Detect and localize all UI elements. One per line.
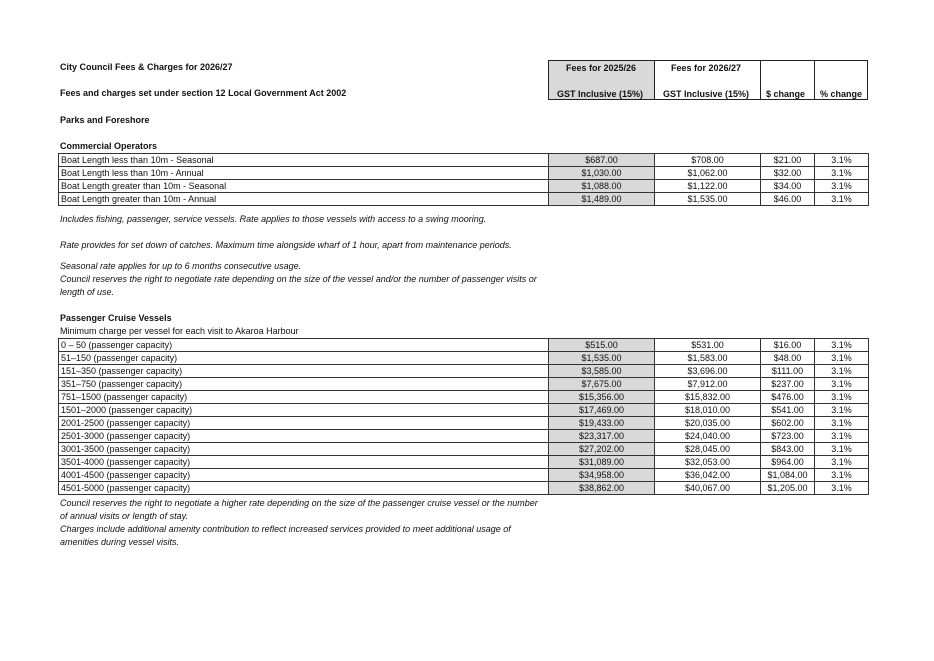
- fee-pct-change: 3.1%: [815, 180, 869, 193]
- fee-change: $34.00: [761, 180, 815, 193]
- fee-pct-change: 3.1%: [815, 154, 869, 167]
- table-row: [59, 391, 869, 404]
- fee-description: 1501–2000 (passenger capacity): [59, 404, 549, 417]
- fee-pct-change: 3.1%: [815, 404, 869, 417]
- fee-2026-27: $1,062.00: [655, 167, 761, 180]
- fee-description: Boat Length greater than 10m - Annual: [59, 193, 549, 206]
- fee-2025-26: $19,433.00: [549, 417, 655, 430]
- fee-change: $964.00: [761, 456, 815, 469]
- table-row: [59, 167, 869, 180]
- fee-change: $21.00: [761, 154, 815, 167]
- commercial-note-4: Council reserves the right to negotiate rate depending on the size of the vessel and/or the number of passenger visits or: [60, 274, 537, 284]
- fee-2025-26: $3,585.00: [549, 365, 655, 378]
- fee-change: $48.00: [761, 352, 815, 365]
- fee-2025-26: $34,958.00: [549, 469, 655, 482]
- fee-2025-26: $15,356.00: [549, 391, 655, 404]
- fee-description: Boat Length less than 10m - Annual: [59, 167, 549, 180]
- cruise-subtitle: Minimum charge per vessel for each visit to Akaroa Harbour: [60, 326, 299, 336]
- fee-pct-change: 3.1%: [815, 365, 869, 378]
- fee-pct-change: 3.1%: [815, 193, 869, 206]
- fee-change: $237.00: [761, 378, 815, 391]
- fee-2025-26: $17,469.00: [549, 404, 655, 417]
- header-col-change: $ change: [766, 89, 806, 99]
- header-col-pct: % change: [820, 89, 863, 99]
- cruise-title: Passenger Cruise Vessels: [60, 313, 172, 323]
- fee-2025-26: $38,862.00: [549, 482, 655, 495]
- fee-2026-27: $36,042.00: [655, 469, 761, 482]
- fee-2026-27: $531.00: [655, 339, 761, 352]
- fee-description: 4501-5000 (passenger capacity): [59, 482, 549, 495]
- fee-pct-change: 3.1%: [815, 339, 869, 352]
- fee-description: Boat Length greater than 10m - Seasonal: [59, 180, 549, 193]
- fee-2026-27: $18,010.00: [655, 404, 761, 417]
- fee-change: $16.00: [761, 339, 815, 352]
- fee-description: 0 – 50 (passenger capacity): [59, 339, 549, 352]
- header-col-old-bottom: GST Inclusive (15%): [557, 89, 644, 99]
- fee-2026-27: $24,040.00: [655, 430, 761, 443]
- header-col-new-top: Fees for 2026/27: [671, 63, 742, 73]
- commercial-note-5: length of use.: [60, 287, 115, 297]
- commercial-note-1: Includes fishing, passenger, service vessels. Rate applies to those vessels with access to a swing mooring.: [60, 214, 487, 224]
- table-row: [59, 443, 869, 456]
- header-col-old-top: Fees for 2025/26: [566, 63, 637, 73]
- fee-2025-26: $687.00: [549, 154, 655, 167]
- fee-2025-26: $23,317.00: [549, 430, 655, 443]
- fee-change: $32.00: [761, 167, 815, 180]
- fee-change: $476.00: [761, 391, 815, 404]
- fee-change: $541.00: [761, 404, 815, 417]
- fee-change: $843.00: [761, 443, 815, 456]
- table-row: [59, 180, 869, 193]
- table-row: [59, 193, 869, 206]
- fee-pct-change: 3.1%: [815, 391, 869, 404]
- cruise-table: [58, 338, 869, 495]
- commercial-note-3: Seasonal rate applies for up to 6 months consecutive usage.: [60, 261, 302, 271]
- fee-2026-27: $3,696.00: [655, 365, 761, 378]
- fee-2026-27: $32,053.00: [655, 456, 761, 469]
- fee-pct-change: 3.1%: [815, 167, 869, 180]
- page-title: City Council Fees & Charges for 2026/27: [60, 62, 233, 72]
- fee-description: 151–350 (passenger capacity): [59, 365, 549, 378]
- fee-change: $723.00: [761, 430, 815, 443]
- fee-2026-27: $1,122.00: [655, 180, 761, 193]
- fee-2026-27: $28,045.00: [655, 443, 761, 456]
- table-row: [59, 456, 869, 469]
- fee-2025-26: $7,675.00: [549, 378, 655, 391]
- fee-2026-27: $1,535.00: [655, 193, 761, 206]
- fee-change: $602.00: [761, 417, 815, 430]
- cruise-note-3: Charges include additional amenity contribution to reflect increased services provided to meet additional usage of: [60, 524, 511, 534]
- commercial-note-2: Rate provides for set down of catches. Maximum time alongside wharf of 1 hour, apart from maintenance periods.: [60, 240, 512, 250]
- fee-description: 2501-3000 (passenger capacity): [59, 430, 549, 443]
- fee-2026-27: $20,035.00: [655, 417, 761, 430]
- fee-description: Boat Length less than 10m - Seasonal: [59, 154, 549, 167]
- fee-pct-change: 3.1%: [815, 352, 869, 365]
- cruise-note-1: Council reserves the right to negotiate a higher rate depending on the size of the passenger cruise vessel or the number: [60, 498, 538, 508]
- fee-description: 2001-2500 (passenger capacity): [59, 417, 549, 430]
- table-row: [59, 430, 869, 443]
- header-col-new-bottom: GST Inclusive (15%): [663, 89, 750, 99]
- section-title: Parks and Foreshore: [60, 115, 150, 125]
- fee-2025-26: $27,202.00: [549, 443, 655, 456]
- fee-2025-26: $515.00: [549, 339, 655, 352]
- fee-description: 751–1500 (passenger capacity): [59, 391, 549, 404]
- fee-2025-26: $1,030.00: [549, 167, 655, 180]
- table-row: [59, 482, 869, 495]
- fee-2026-27: $7,912.00: [655, 378, 761, 391]
- table-row: [59, 417, 869, 430]
- fee-2026-27: $708.00: [655, 154, 761, 167]
- fee-2026-27: $40,067.00: [655, 482, 761, 495]
- table-row: [59, 154, 869, 167]
- fee-2025-26: $31,089.00: [549, 456, 655, 469]
- fee-2025-26: $1,535.00: [549, 352, 655, 365]
- table-row: [59, 352, 869, 365]
- fee-change: $1,084.00: [761, 469, 815, 482]
- fee-pct-change: 3.1%: [815, 430, 869, 443]
- table-row: [59, 469, 869, 482]
- fee-pct-change: 3.1%: [815, 443, 869, 456]
- fee-pct-change: 3.1%: [815, 482, 869, 495]
- fee-2026-27: $1,583.00: [655, 352, 761, 365]
- fee-description: 3001-3500 (passenger capacity): [59, 443, 549, 456]
- fee-2025-26: $1,088.00: [549, 180, 655, 193]
- table-row: [59, 404, 869, 417]
- fee-pct-change: 3.1%: [815, 378, 869, 391]
- fee-pct-change: 3.1%: [815, 417, 869, 430]
- fee-description: 51–150 (passenger capacity): [59, 352, 549, 365]
- commercial-table: [58, 153, 869, 206]
- page-subtitle: Fees and charges set under section 12 Local Government Act 2002: [60, 88, 347, 98]
- fee-change: $1,205.00: [761, 482, 815, 495]
- fee-pct-change: 3.1%: [815, 456, 869, 469]
- fee-description: 351–750 (passenger capacity): [59, 378, 549, 391]
- cruise-note-4: amenities during vessel visits.: [60, 537, 180, 547]
- fee-description: 4001-4500 (passenger capacity): [59, 469, 549, 482]
- fee-pct-change: 3.1%: [815, 469, 869, 482]
- fee-2026-27: $15,832.00: [655, 391, 761, 404]
- cruise-note-2: of annual visits or length of stay.: [60, 511, 188, 521]
- table-row: [59, 378, 869, 391]
- table-row: [59, 339, 869, 352]
- fee-change: $111.00: [761, 365, 815, 378]
- fee-description: 3501-4000 (passenger capacity): [59, 456, 549, 469]
- fee-change: $46.00: [761, 193, 815, 206]
- fee-2025-26: $1,489.00: [549, 193, 655, 206]
- table-row: [59, 365, 869, 378]
- commercial-title: Commercial Operators: [60, 141, 158, 151]
